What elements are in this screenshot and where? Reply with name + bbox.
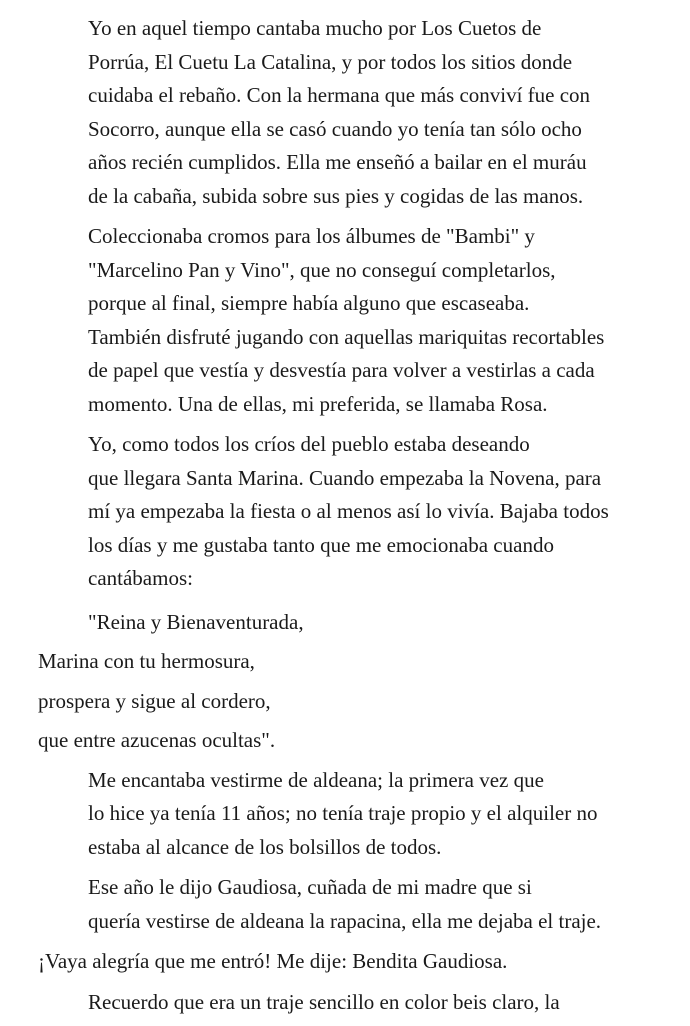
verse-line: "Reina y Bienaventurada, <box>88 609 304 634</box>
text-line: "Marcelino Pan y Vino", que no conseguí completarlos, <box>88 257 556 282</box>
text-line: lo hice ya tenía 11 años; no tenía traje propio y el alquiler no <box>88 801 598 825</box>
text-line: Ese año le dijo Gaudiosa, cuñada de mi madre que si <box>88 875 532 899</box>
paragraph-collecting-cards <box>38 220 616 421</box>
paragraph-childhood-songs <box>38 12 616 213</box>
text-line: quería vestirse de aldeana la rapacina, ella me dejaba el traje. <box>88 908 602 933</box>
verse-line: que entre azucenas ocultas". <box>38 728 276 752</box>
paragraph-santa-marina <box>38 428 616 596</box>
document-page <box>38 12 616 1026</box>
text-line: cuidaba el rebaño. Con la hermana que más conviví fue con <box>88 83 591 107</box>
paragraph-gaudiosa <box>38 871 616 938</box>
text-line: mí ya empezaba la fiesta o al menos así lo vivía. Bajaba todos <box>88 499 609 523</box>
text-line: de la cabaña, subida sobre sus pies y cogidas de las manos. <box>88 183 584 208</box>
text-line: Socorro, aunque ella se casó cuando yo tenía tan sólo ocho <box>88 116 582 141</box>
text-line: estaba al alcance de los bolsillos de todos. <box>88 834 442 859</box>
text-line: Porrúa, El Cuetu La Catalina, y por todos los sitios donde <box>88 49 573 74</box>
text-line: años recién cumplidos. Ella me enseñó a bailar en el muráu <box>88 150 587 174</box>
paragraph-aldeana-dress <box>38 764 616 865</box>
verse-line: Marina con tu hermosura, <box>38 649 255 673</box>
text-line: cantábamos: <box>88 566 193 590</box>
text-line: Yo, como todos los críos del pueblo estaba deseando <box>88 432 530 456</box>
paragraph-dress-description <box>38 986 616 1020</box>
text-line: Recuerdo que era un traje sencillo en color beis claro, la <box>88 989 560 1014</box>
text-line: También disfruté jugando con aquellas mariquitas recortables <box>88 324 605 349</box>
song-verse <box>38 603 616 761</box>
text-line: los días y me gustaba tanto que me emocionaba cuando <box>88 532 554 557</box>
text-line: que llegara Santa Marina. Cuando empezaba la Novena, para <box>88 465 602 490</box>
text-line: Me encantaba vestirme de aldeana; la primera vez que <box>88 767 544 792</box>
verse-line: prospera y sigue al cordero, <box>38 688 271 713</box>
text-line: Coleccionaba cromos para los álbumes de "Bambi" y <box>88 224 535 248</box>
text-line: Yo en aquel tiempo cantaba mucho por Los Cuetos de <box>88 16 542 40</box>
text-line: de papel que vestía y desvestía para volver a vestirlas a cada <box>88 358 595 382</box>
exclamation-line: ¡Vaya alegría que me entró! Me dije: Bendita Gaudiosa. <box>38 949 508 973</box>
text-line: porque al final, siempre había alguno que escaseaba. <box>88 291 530 315</box>
text-line: momento. Una de ellas, mi preferida, se llamaba Rosa. <box>88 391 548 416</box>
